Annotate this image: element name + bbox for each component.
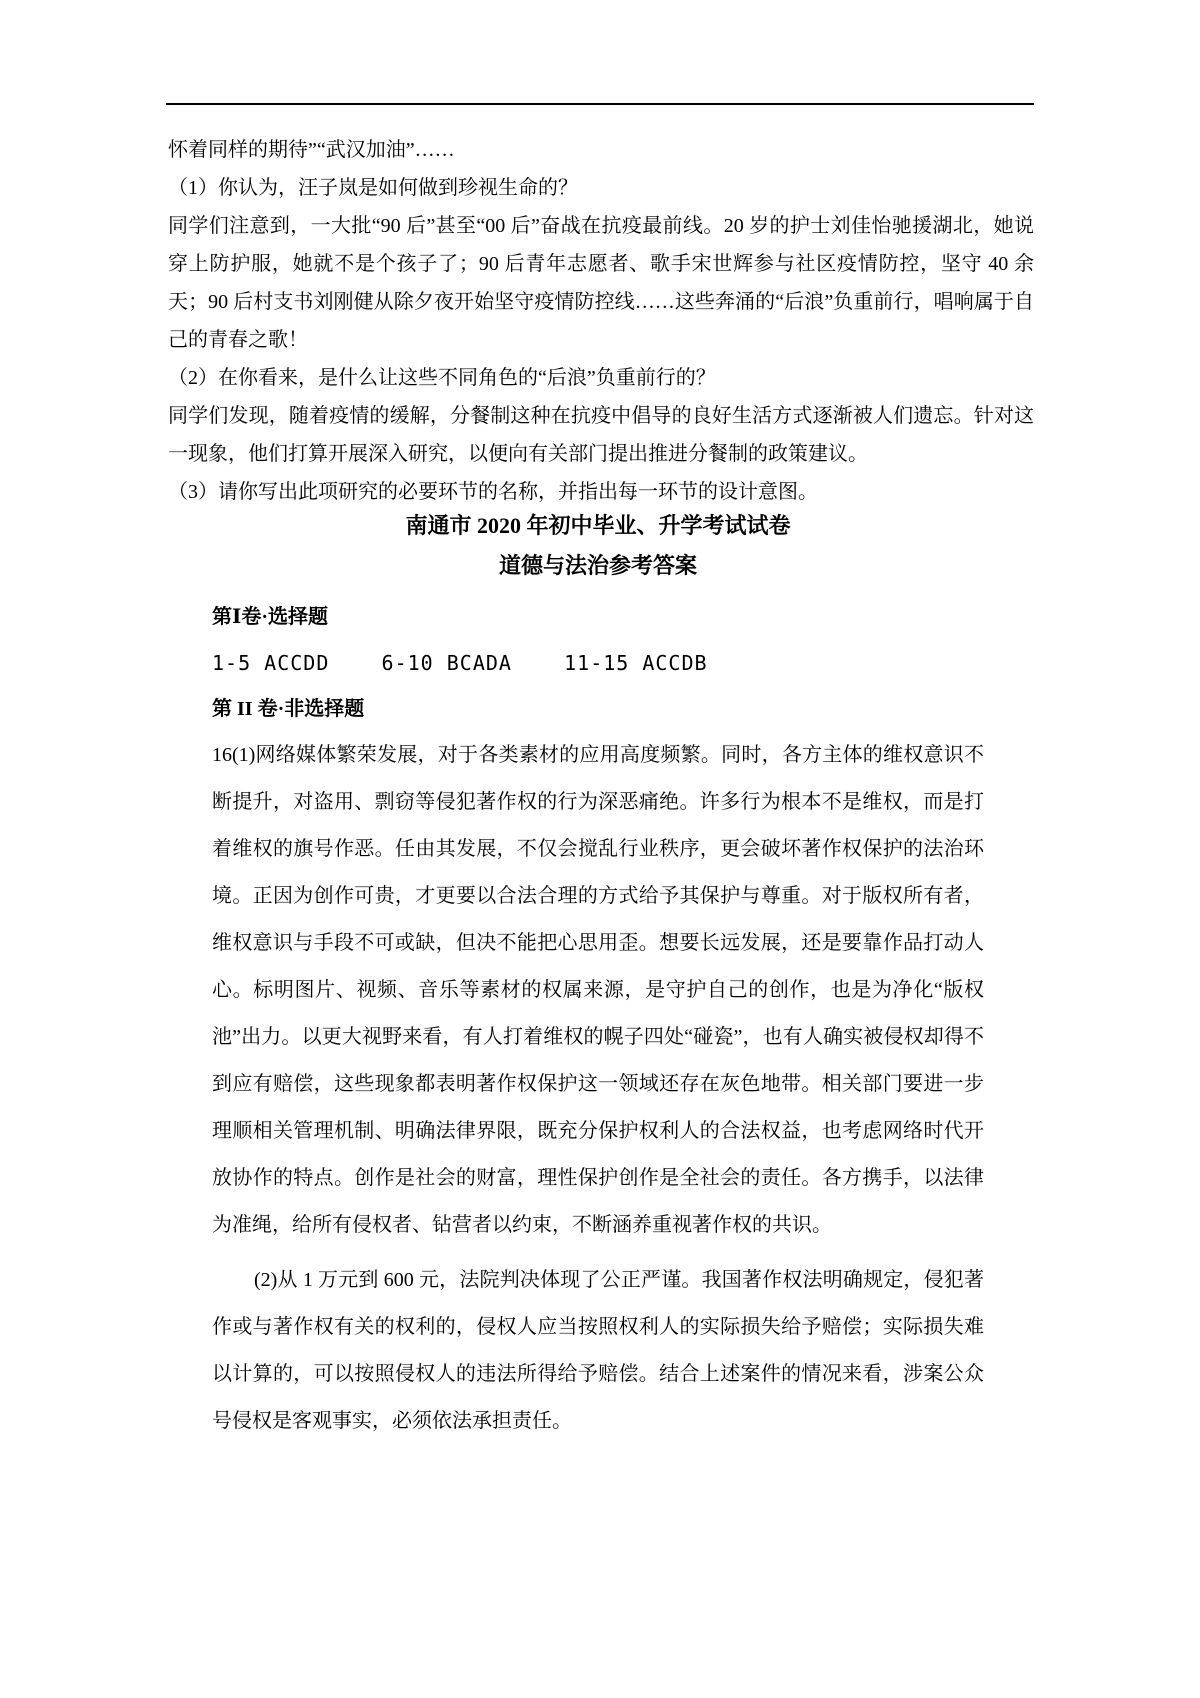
question-1: （1）你认为，汪子岚是如何做到珍视生命的？ [168,177,578,199]
part1-heading: 第Ⅰ卷·选择题 [212,606,329,628]
answer-subtitle: 道德与法治参考答案 [498,553,697,578]
multiple-choice-answer-key: 1-5 ACCDD 6-10 BCADA 11-15 ACCDB [212,651,708,675]
question-3: （3）请你写出此项研究的必要环节的名称，并指出每一环节的设计意图。 [168,481,818,503]
answer-16-2: (2)从 1 万元到 600 元，法院判决体现了公正严谨。我国著作权法明确规定，侵犯著作或与著作权有关的权利的，侵权人应当按照权利人的实际损失给予赔偿；实际损失难以计算的，可以按照侵权人的违法所得给予赔偿。结合上述案件的情况来看，涉案公众号侵权是客观事实，必须依法承担责任。 [212,1269,984,1432]
material-paragraph-2: 同学们注意到，一大批“90 后”甚至“00 后”奋战在抗疫最前线。20 岁的护士刘佳怡驰援湖北，她说穿上防护服，她就不是个孩子了；90 后青年志愿者、歌手宋世辉参与社区疫情防控，坚守 40 余天；90 后村支书刘刚健从除夕夜开始坚守疫情防控线……这些奔涌的“后浪”负重前行，唱响属于自己的青春之歌！ [168,215,1034,351]
answer-16-1: 16(1)网络媒体繁荣发展，对于各类素材的应用高度频繁。同时，各方主体的维权意识不断提升，对盗用、剽窃等侵犯著作权的行为深恶痛绝。许多行为根本不是维权，而是打着维权的旗号作恶。任由其发展，不仅会搅乱行业秩序，更会破坏著作权保护的法治环境。正因为创作可贵，才更要以合法合理的方式给予其保护与尊重。对于版权所有者，维权意识与手段不可或缺，但决不能把心思用歪。想要长远发展，还是要靠作品打动人心。标明图片、视频、音乐等素材的权属来源，是守护自己的创作，也是为净化“版权池”出力。以更大视野来看，有人打着维权的幌子四处“碰瓷”，也有人确实被侵权却得不到应有赔偿，这些现象都表明著作权保护这一领域还存在灰色地带。相关部门要进一步理顺相关管理机制、明确法律界限，既充分保护权利人的合法权益，也考虑网络时代开放协作的特点。创作是社会的财富，理性保护创作是全社会的责任。各方携手，以法律为准绳，给所有侵权者、钻营者以约束，不断涵养重视著作权的共识。 [212,744,984,1236]
question-2: （2）在你看来，是什么让这些不同角色的“后浪”负重前行的？ [168,367,716,389]
part2-heading: 第 II 卷·非选择题 [212,698,365,720]
answer-title: 南通市 2020 年初中毕业、升学考试试卷 [405,513,791,538]
material-paragraph-3: 同学们发现，随着疫情的缓解，分餐制这种在抗疫中倡导的良好生活方式逐渐被人们遗忘。针对这一现象，他们打算开展深入研究，以便向有关部门提出推进分餐制的政策建议。 [168,405,1034,465]
header-rule [166,103,1034,105]
question-section [168,131,1034,511]
answer-section [212,506,984,1445]
intro-continuation-line: 怀着同样的期待”“武汉加油”…… [168,139,455,161]
